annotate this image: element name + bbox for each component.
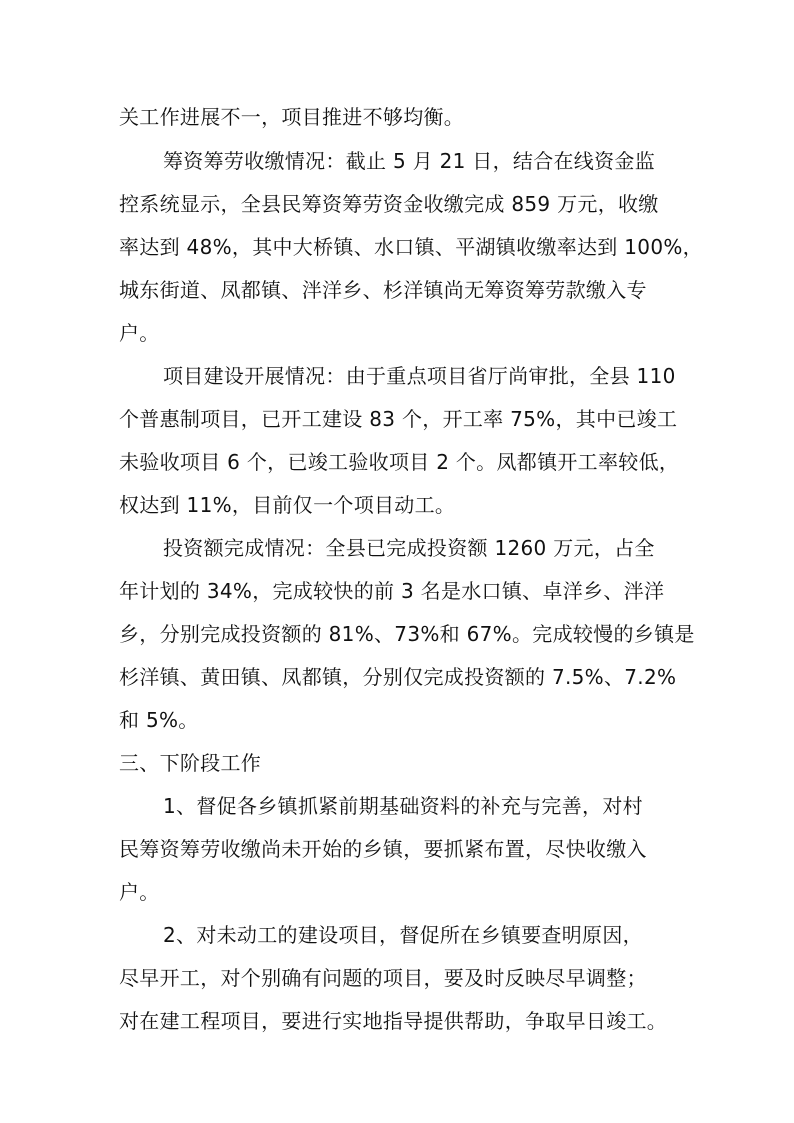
section-heading-next-stage: 三、下阶段工作 — [119, 751, 262, 775]
text-line: 对在建工程项目，要进行实地指导提供帮助，争取早日竣工。 — [119, 1009, 668, 1033]
text-line: 权达到 11%，目前仅一个项目动工。 — [119, 493, 456, 517]
text-line: 未验收项目 6 个，已竣工验收项目 2 个。凤都镇开工率较低， — [119, 450, 680, 474]
list-item-2: 2、对未动工的建设项目，督促所在乡镇要查明原因， — [163, 923, 643, 947]
text-line: 民筹资筹劳收缴尚未开始的乡镇，要抓紧布置，尽快收缴入 — [119, 837, 647, 861]
text-line: 城东街道、凤都镇、泮洋乡、杉洋镇尚无筹资筹劳款缴入专 — [119, 278, 647, 302]
text-line: 年计划的 34%，完成较快的前 3 名是水口镇、卓洋乡、泮洋 — [119, 579, 665, 603]
text-line: 乡，分别完成投资额的 81%、73%和 67%。完成较慢的乡镇是 — [119, 622, 695, 646]
text-line: 户。 — [119, 880, 160, 904]
text-line: 关工作进展不一，项目推进不够均衡。 — [119, 105, 465, 129]
text-line: 杉洋镇、黄田镇、凤都镇，分别仅完成投资额的 7.5%、7.2% — [119, 665, 677, 689]
list-item-1: 1、督促各乡镇抓紧前期基础资料的补充与完善，对村 — [163, 794, 643, 818]
text-line: 户。 — [119, 321, 160, 345]
text-line: 控系统显示，全县民筹资筹劳资金收缴完成 859 万元，收缴 — [119, 192, 659, 216]
paragraph-heading-investment: 投资额完成情况：全县已完成投资额 1260 万元，占全 — [163, 536, 655, 560]
paragraph-heading-construction: 项目建设开展情况：由于重点项目省厅尚审批，全县 110 — [163, 364, 676, 388]
text-line: 和 5%。 — [119, 708, 199, 732]
text-line: 率达到 48%，其中大桥镇、水口镇、平湖镇收缴率达到 100%， — [119, 235, 703, 259]
paragraph-heading-fundraising: 筹资筹劳收缴情况：截止 5 月 21 日，结合在线资金监 — [163, 149, 656, 173]
text-line: 个普惠制项目，已开工建设 83 个，开工率 75%，其中已竣工 — [119, 407, 678, 431]
text-line: 尽早开工，对个别确有问题的项目，要及时反映尽早调整； — [119, 966, 647, 990]
